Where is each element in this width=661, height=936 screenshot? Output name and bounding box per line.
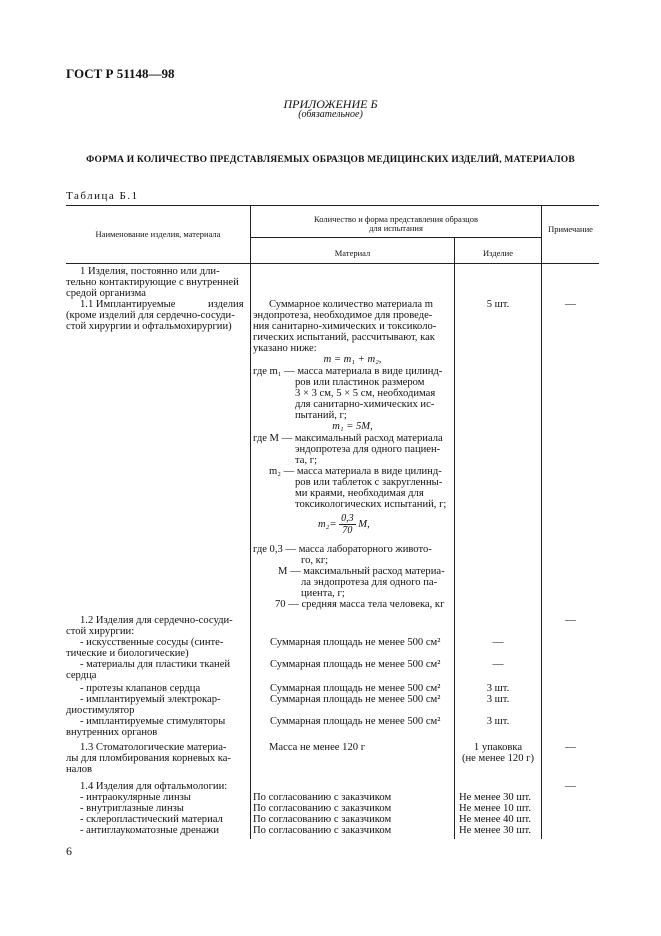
product-intraglaze: Не менее 10 шт.	[459, 803, 532, 814]
material-line-5: указано ниже:	[253, 343, 317, 354]
header-name: Наименование изделия, материала	[95, 229, 221, 239]
def-M-line-3: та, г;	[295, 455, 318, 466]
note-1-3: —	[565, 741, 576, 753]
formula-2: m₁ = 5M,	[332, 421, 373, 432]
formula-3-left: m₂=	[318, 518, 337, 530]
def-M-line-1: где M — максимальный расход материала	[253, 433, 443, 444]
list-item-artificial-vessels-l1: - искусственные сосуды (синте-	[80, 637, 224, 648]
list-item-stimulators-l2: внутренних органов	[66, 727, 158, 738]
def-m1-line-4: для санитарно-химических ис-	[295, 399, 435, 410]
def-70: 70 — средняя масса тела человека, кг	[275, 599, 445, 610]
def-M2-line-3: циента, г;	[301, 588, 345, 599]
section-1-2-line-1: 1.2 Изделия для сердечно-сосуди-	[80, 615, 233, 626]
formula-3	[318, 513, 370, 536]
list-item-stimulators-l1: - имплантируемые стимуляторы	[80, 716, 226, 727]
agree-intraocular: По согласованию с заказчиком	[253, 792, 392, 803]
formula-3-denominator: 70	[342, 525, 353, 536]
section-1-2-line-2: стой хирургии:	[66, 626, 135, 637]
list-item-heart-plastics-l1: - материалы для пластики тканей	[80, 659, 231, 670]
list-item-heart-plastics-l2: сердца	[66, 670, 97, 681]
def-m1-line-5: пытаний, г;	[295, 410, 347, 421]
material-line-1: Суммарное количество материала m	[269, 299, 433, 310]
product-scleroplastic: Не менее 40 шт.	[459, 814, 532, 825]
material-line-3: ния санитарно-химических и токсиколо-	[253, 321, 437, 332]
product-heart-plastics: —	[492, 658, 504, 670]
product-valves: 3 шт.	[486, 683, 510, 694]
formula-3-right: M,	[358, 518, 370, 530]
mass-dental: Масса не менее 120 г	[269, 742, 366, 753]
area-stimulators: Суммарная площадь не менее 500 см²	[270, 716, 441, 727]
area-vessels: Суммарная площадь не менее 500 см²	[270, 637, 441, 648]
note-1-4: —	[565, 780, 576, 792]
section-1-1-line-1a: 1.1 Имплантируемые	[80, 299, 176, 310]
def-m2-line-1: m₂ — масса материала в виде цилинд-	[269, 466, 442, 477]
area-pacemaker: Суммарная площадь не менее 500 см²	[270, 694, 441, 705]
form-title: ФОРМА И КОЛИЧЕСТВО ПРЕДСТАВЛЯЕМЫХ ОБРАЗЦОВ МЕДИЦИНСКИХ ИЗДЕЛИЙ, МАТЕРИАЛОВ	[86, 155, 575, 165]
material-line-2: эндопротеза, необходимое для проведе-	[253, 310, 433, 321]
table-caption: Таблица Б.1	[66, 190, 139, 202]
def-m1-line-3: 3 × 3 см, 5 × 5 см, необходимая	[295, 388, 436, 399]
list-item-pacemaker-l1: - имплантируемый электрокар-	[80, 694, 221, 705]
product-1-1: 5 шт.	[486, 299, 510, 310]
agree-scleroplastic: По согласованию с заказчиком	[253, 814, 392, 825]
table-top-line	[66, 205, 599, 206]
area-heart-plastics: Суммарная площадь не менее 500 см²	[270, 659, 441, 670]
list-item-drainages: - антиглаукоматозные дренажи	[80, 825, 220, 836]
agree-intraglaze: По согласованию с заказчиком	[253, 803, 392, 814]
area-valves: Суммарная площадь не менее 500 см²	[270, 683, 441, 694]
section-1-3-line-3: налов	[66, 764, 93, 775]
section-1-line-3: средой организма	[66, 288, 146, 299]
list-item-artificial-vessels-l2: тические и биологические)	[66, 648, 189, 659]
header-quantity-l2: для испытания	[369, 223, 423, 233]
formula-3-fraction	[339, 513, 356, 536]
product-pacemaker: 3 шт.	[486, 694, 510, 705]
header-quantity-l1: Количество и форма представления образцов	[314, 214, 478, 224]
def-m1-line-1: где m₁ — масса материала в виде цилинд-	[253, 366, 443, 377]
document-header: ГОСТ Р 51148—98	[66, 66, 175, 81]
page-number: 6	[66, 844, 72, 858]
def-m2-line-3: ми краями, необходимая для	[295, 488, 424, 499]
section-1-3-line-1: 1.3 Стоматологические материа-	[80, 742, 227, 753]
product-vessels: —	[492, 636, 504, 648]
table-mid-header-line	[250, 237, 542, 238]
product-dental-l2: (не менее 120 г)	[461, 753, 535, 764]
product-dental-l1: 1 упаковка	[473, 742, 523, 753]
material-line-4: гических испытаний, рассчитывают, как	[253, 332, 435, 343]
section-1-1-line-1b: изделия	[208, 299, 244, 310]
def-03-line-2: го, кг;	[301, 555, 329, 566]
table-col-line-1	[250, 205, 251, 839]
appendix-status: (обязательное)	[298, 109, 363, 120]
header-material: Материал	[334, 248, 371, 258]
table-header-bottom-line	[66, 263, 599, 264]
agree-drainages: По согласованию с заказчиком	[253, 825, 392, 836]
note-1-1: —	[565, 298, 576, 310]
header-product: Изделие	[482, 248, 513, 258]
list-item-intraglaze-lenses: - внутриглазные линзы	[80, 803, 184, 814]
section-1-4: 1.4 Изделия для офтальмологии:	[80, 781, 228, 792]
section-1-1-line-3: стой хирургии и офтальмохирургии)	[66, 321, 232, 332]
formula-3-numerator: 0,3	[341, 513, 354, 524]
def-m2-line-4: токсикологических испытаний, г;	[295, 499, 447, 510]
def-03-line-1: где 0,3 — масса лабораторного живото-	[253, 544, 432, 555]
product-intraocular: Не менее 30 шт.	[459, 792, 532, 803]
list-item-scleroplastic: - склеропластический материал	[80, 814, 223, 825]
product-drainages: Не менее 30 шт.	[459, 825, 532, 836]
list-item-intraocular-lenses: - интраокулярные линзы	[80, 792, 191, 803]
def-M2-line-1: M — максимальный расход материа-	[278, 566, 445, 577]
section-1-line-2: тельно контактирующие с внутренней	[66, 277, 239, 288]
note-1-2: —	[565, 614, 576, 626]
section-1-3-line-2: лы для пломбирования корневых ка-	[66, 753, 231, 764]
header-note: Примечание	[548, 224, 593, 234]
def-M2-line-2: ла эндопротеза для одного па-	[301, 577, 438, 588]
def-m2-line-2: ров или таблеток с закругленны-	[295, 477, 443, 488]
list-item-heart-valves: - протезы клапанов сердца	[80, 683, 201, 694]
list-item-pacemaker-l2: диостимулятор	[66, 705, 135, 716]
section-1-1-line-2: (кроме изделий для сердечно-сосуди-	[66, 310, 235, 321]
formula-1: m = m₁ + m₂,	[323, 354, 382, 365]
def-M-line-2: эндопротеза для одного пациен-	[295, 444, 441, 455]
product-stimulators: 3 шт.	[486, 716, 510, 727]
def-m1-line-2: ров или пластинок размером	[295, 377, 425, 388]
appendix-title: ПРИЛОЖЕНИЕ Б	[283, 97, 378, 111]
section-1-line-1: 1 Изделия, постоянно или дли-	[80, 266, 220, 277]
